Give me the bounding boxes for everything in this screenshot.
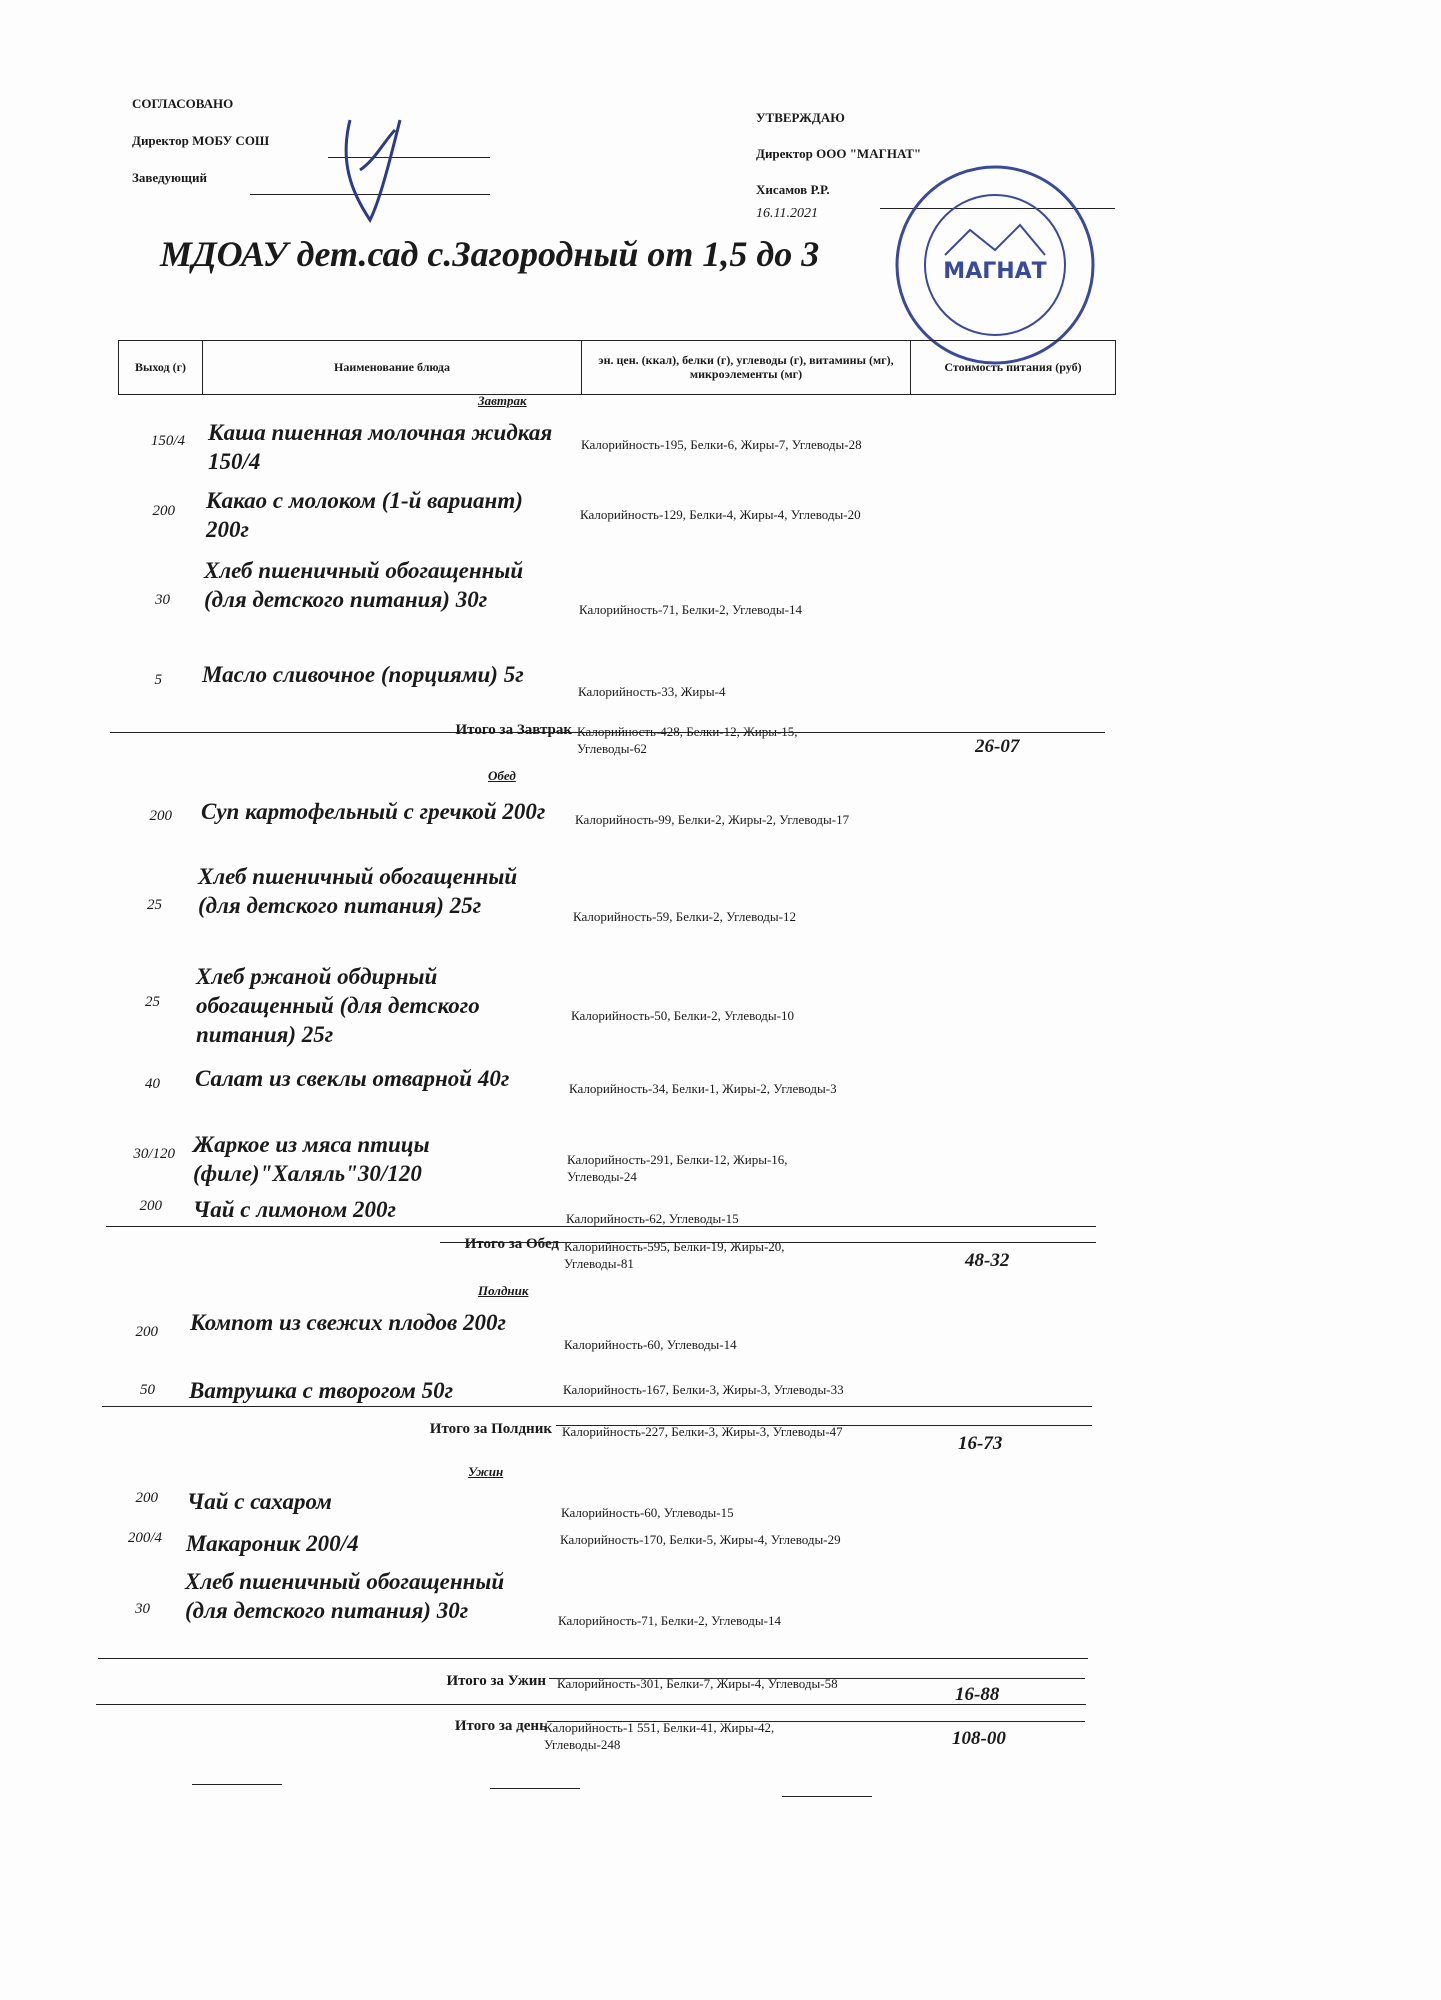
page-title: МДОАУ дет.сад с.Загородный от 1,5 до 3 xyxy=(160,234,820,274)
meal-title-breakfast: Завтрак xyxy=(478,393,527,408)
item-nutrition: Калорийность-62, Углеводы-15 xyxy=(566,1211,739,1226)
col-header-yield: Выход (г) xyxy=(118,340,203,395)
item-yield: 200 xyxy=(139,1198,162,1214)
item-nutrition: Калорийность-34, Белки-1, Жиры-2, Углеводы-3 xyxy=(569,1081,837,1096)
total-divider xyxy=(549,1678,1085,1679)
item-yield: 30/120 xyxy=(133,1146,175,1162)
approval-left-position: Директор МОБУ СОШ xyxy=(132,133,270,148)
meal-title-dinner: Ужин xyxy=(468,1464,504,1479)
approval-left-title: СОГЛАСОВАНО xyxy=(132,96,234,111)
item-dish: Салат из свеклы отварной 40г xyxy=(195,1066,510,1091)
item-nutrition: Калорийность-291, Белки-12, Жиры-16, Углеводы-24 xyxy=(567,1152,788,1184)
item-dish: Какао с молоком (1-й вариант) 200г xyxy=(206,488,523,542)
item-dish: Хлеб пшеничный обогащенный (для детского питания) 30г xyxy=(185,1569,505,1623)
day-total-label: Итого за день xyxy=(454,1718,547,1734)
item-dish: Макароник 200/4 xyxy=(186,1531,359,1556)
item-nutrition: Калорийность-33, Жиры-4 xyxy=(578,684,726,699)
item-yield: 5 xyxy=(154,672,162,688)
item-nutrition: Калорийность-60, Углеводы-14 xyxy=(564,1337,737,1352)
item-yield: 200 xyxy=(152,503,175,519)
item-nutrition: Калорийность-71, Белки-2, Углеводы-14 xyxy=(558,1613,781,1628)
approval-left-manager: Заведующий xyxy=(132,170,207,185)
item-yield: 200/4 xyxy=(127,1530,162,1546)
item-yield: 50 xyxy=(140,1382,155,1398)
item-dish: Чай с лимоном 200г xyxy=(193,1197,396,1222)
total-divider xyxy=(556,1425,1092,1426)
total-divider xyxy=(96,1704,1086,1705)
item-nutrition: Калорийность-50, Белки-2, Углеводы-10 xyxy=(571,1008,794,1023)
item-yield: 150/4 xyxy=(150,433,185,449)
item-yield: 200 xyxy=(135,1490,158,1506)
day-total-cost: 108-00 xyxy=(952,1728,1006,1749)
item-nutrition: Калорийность-59, Белки-2, Углеводы-12 xyxy=(573,909,796,924)
total-divider xyxy=(440,1242,1096,1243)
item-dish: Масло сливочное (порциями) 5г xyxy=(202,662,524,687)
item-yield: 25 xyxy=(145,994,160,1010)
item-yield: 30 xyxy=(155,592,170,608)
item-yield: 200 xyxy=(149,808,172,824)
item-dish: Хлеб пшеничный обогащенный (для детского питания) 30г xyxy=(204,558,524,612)
total-nutrition: Калорийность-301, Белки-7, Жиры-4, Углеводы-58 xyxy=(557,1676,838,1691)
total-label: Итого за Завтрак xyxy=(455,722,572,738)
col-header-dish: Наименование блюда xyxy=(202,340,582,395)
approval-right-title: УТВЕРЖДАЮ xyxy=(756,110,845,125)
item-nutrition: Калорийность-129, Белки-4, Жиры-4, Углеводы-20 xyxy=(580,507,861,522)
total-divider xyxy=(98,1658,1088,1659)
total-nutrition: Калорийность-595, Белки-19, Жиры-20, Углеводы-81 xyxy=(564,1239,785,1271)
total-divider xyxy=(102,1406,1092,1407)
handwritten-signature xyxy=(300,100,440,240)
total-label: Итого за Ужин xyxy=(446,1673,546,1689)
item-nutrition: Калорийность-99, Белки-2, Жиры-2, Углеводы-17 xyxy=(575,812,850,827)
item-dish: Хлеб пшеничный обогащенный (для детского питания) 25г xyxy=(198,864,518,918)
company-stamp xyxy=(890,160,1100,370)
item-nutrition: Калорийность-167, Белки-3, Жиры-3, Углеводы-33 xyxy=(563,1382,844,1397)
item-nutrition: Калорийность-195, Белки-6, Жиры-7, Углеводы-28 xyxy=(581,437,862,452)
approval-date: 16.11.2021 xyxy=(756,206,818,221)
meal-title-lunch: Обед xyxy=(488,768,516,783)
item-nutrition: Калорийность-71, Белки-2, Углеводы-14 xyxy=(579,602,802,617)
total-cost: 16-88 xyxy=(955,1684,1000,1705)
item-dish: Хлеб ржаной обдирный обогащенный (для детского питания) 25г xyxy=(196,964,480,1047)
total-cost: 26-07 xyxy=(975,736,1020,757)
total-label: Итого за Полдник xyxy=(429,1421,552,1437)
item-yield: 200 xyxy=(135,1324,158,1340)
total-cost: 16-73 xyxy=(958,1433,1003,1454)
item-yield: 30 xyxy=(135,1601,150,1617)
total-nutrition: Калорийность-428, Белки-12, Жиры-15, Углеводы-62 xyxy=(577,724,798,756)
col-header-cost: Стоимость питания (руб) xyxy=(910,340,1116,395)
signature-line xyxy=(782,1796,872,1797)
item-dish: Чай с сахаром xyxy=(187,1489,332,1514)
total-cost: 48-32 xyxy=(965,1250,1010,1271)
item-dish: Суп картофельный с гречкой 200г xyxy=(201,799,546,824)
item-yield: 25 xyxy=(147,897,162,913)
item-dish: Каша пшенная молочная жидкая 150/4 xyxy=(208,420,553,474)
approval-right-position: Директор ООО "МАГНАТ" xyxy=(756,146,922,161)
item-nutrition: Калорийность-170, Белки-5, Жиры-4, Углеводы-29 xyxy=(560,1532,841,1547)
item-dish: Ватрушка с творогом 50г xyxy=(189,1378,454,1403)
day-total-nutrition: Калорийность-1 551, Белки-41, Жиры-42, Углеводы-248 xyxy=(544,1720,775,1752)
svg-text:МАГНАТ: МАГНАТ xyxy=(943,259,1047,284)
item-nutrition: Калорийность-60, Углеводы-15 xyxy=(561,1505,734,1520)
item-dish: Компот из свежих плодов 200г xyxy=(190,1310,507,1335)
item-yield: 40 xyxy=(145,1076,160,1092)
approval-right-name: Хисамов Р.Р. xyxy=(756,182,830,197)
signature-line xyxy=(192,1784,282,1785)
total-nutrition: Калорийность-227, Белки-3, Жиры-3, Углеводы-47 xyxy=(562,1424,843,1439)
meal-title-snack: Полдник xyxy=(478,1283,529,1298)
total-divider xyxy=(547,1721,1085,1722)
col-header-nutrition: эн. цен. (ккал), белки (г), углеводы (г), витамины (мг), микроэлементы (мг) xyxy=(581,340,911,395)
total-divider xyxy=(106,1226,1096,1227)
total-label: Итого за Обед xyxy=(464,1236,559,1252)
signature-line xyxy=(490,1788,580,1789)
item-dish: Жаркое из мяса птицы (филе)"Халяль"30/120 xyxy=(193,1132,430,1186)
